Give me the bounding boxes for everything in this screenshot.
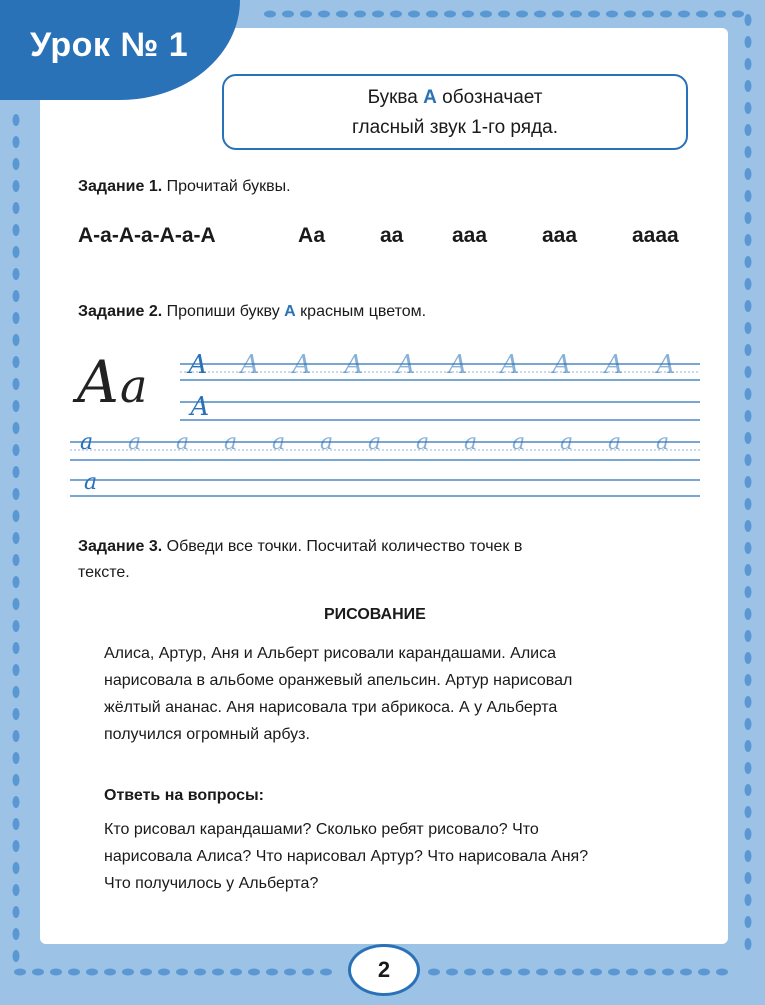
task-3-text-line-1: Обведи все точки. Посчитай количество точек в <box>166 538 523 555</box>
tracing-glyph: а <box>368 430 382 455</box>
tracing-glyph: А <box>344 350 364 380</box>
task-3-instruction <box>78 534 698 586</box>
lesson-title: Урок № 1 <box>30 26 189 64</box>
tracing-glyph: а <box>656 430 670 455</box>
rule-box <box>222 74 688 150</box>
tracing-glyph: а <box>176 430 190 455</box>
question-line: нарисовала Алиса? Что нарисовал Артур? Что нарисовала Аня? <box>104 848 589 865</box>
tracing-glyph: А <box>240 350 260 380</box>
tracing-glyph: а <box>608 430 622 455</box>
letters-group-1: А-а-А-а-А-а-А <box>78 224 216 247</box>
rule-line-1 <box>224 83 686 113</box>
task-2-letter: А <box>284 303 296 320</box>
tracing-glyph: а <box>416 430 430 455</box>
cursive-sample-upper: А <box>76 348 120 416</box>
story-text <box>104 640 698 748</box>
story-line: Алиса, Артур, Аня и Альберт рисовали карандашами. Алиса <box>104 645 556 662</box>
rule-text-post: обозначает <box>442 87 543 108</box>
letters-group-6: аааа <box>632 224 679 247</box>
tracing-glyph: а <box>512 430 526 455</box>
task-2-label: Задание 2. <box>78 303 163 320</box>
letters-group-4: ааа <box>452 224 488 247</box>
story-line: получился огромный арбуз. <box>104 726 310 743</box>
page-number-bubble <box>348 944 420 996</box>
task-1-text: Прочитай буквы. <box>166 178 291 195</box>
story-line: нарисовала в альбоме оранжевый апельсин. Артур нарисовал <box>104 672 573 689</box>
task-3-text-line-2: тексте. <box>78 564 130 581</box>
rule-text-pre: Буква <box>367 87 418 108</box>
questions-heading: Ответь на вопросы: <box>104 787 265 804</box>
tracing-glyph: А <box>448 350 468 380</box>
question-line: Что получилось у Альберта? <box>104 875 319 892</box>
tracing-glyph: А <box>190 392 210 422</box>
rule-letter: А <box>423 87 437 108</box>
tracing-glyph: А <box>552 350 572 380</box>
tracing-glyph: А <box>396 350 416 380</box>
tracing-glyph: а <box>84 470 98 495</box>
cursive-sample-lower: а <box>119 359 148 413</box>
question-line: Кто рисовал карандашами? Сколько ребят рисовало? Что <box>104 821 539 838</box>
story-heading: РИСОВАНИЕ <box>324 606 426 623</box>
tracing-glyph: а <box>320 430 334 455</box>
tracing-glyph: а <box>80 430 94 455</box>
letters-group-3: аа <box>380 224 404 247</box>
task-3-label: Задание 3. <box>78 538 163 555</box>
tracing-glyph: а <box>128 430 142 455</box>
tracing-glyph: А <box>500 350 520 380</box>
letters-group-5: ааа <box>542 224 578 247</box>
tracing-glyph: А <box>188 350 208 380</box>
tracing-glyph: А <box>656 350 676 380</box>
questions-text <box>104 816 698 897</box>
task-2-instruction <box>78 303 426 321</box>
task-1-label: Задание 1. <box>78 178 163 195</box>
tracing-glyph: а <box>272 430 286 455</box>
tracing-glyph: а <box>224 430 238 455</box>
story-line: жёлтый ананас. Аня нарисовала три абрикоса. А у Альберта <box>104 699 558 716</box>
task-2-text-post: красным цветом. <box>300 303 427 320</box>
tracing-glyph: а <box>560 430 574 455</box>
task-1-instruction <box>78 178 291 196</box>
task-2-text-pre: Пропиши букву <box>166 303 280 320</box>
tracing-glyph: а <box>464 430 478 455</box>
task-1-letters <box>78 224 698 254</box>
tracing-glyph: А <box>604 350 624 380</box>
rule-line-2: гласный звук 1-го ряда. <box>351 117 558 138</box>
page-number: 2 <box>377 957 391 982</box>
letters-group-2: Аа <box>298 224 326 247</box>
tracing-glyph: А <box>292 350 312 380</box>
